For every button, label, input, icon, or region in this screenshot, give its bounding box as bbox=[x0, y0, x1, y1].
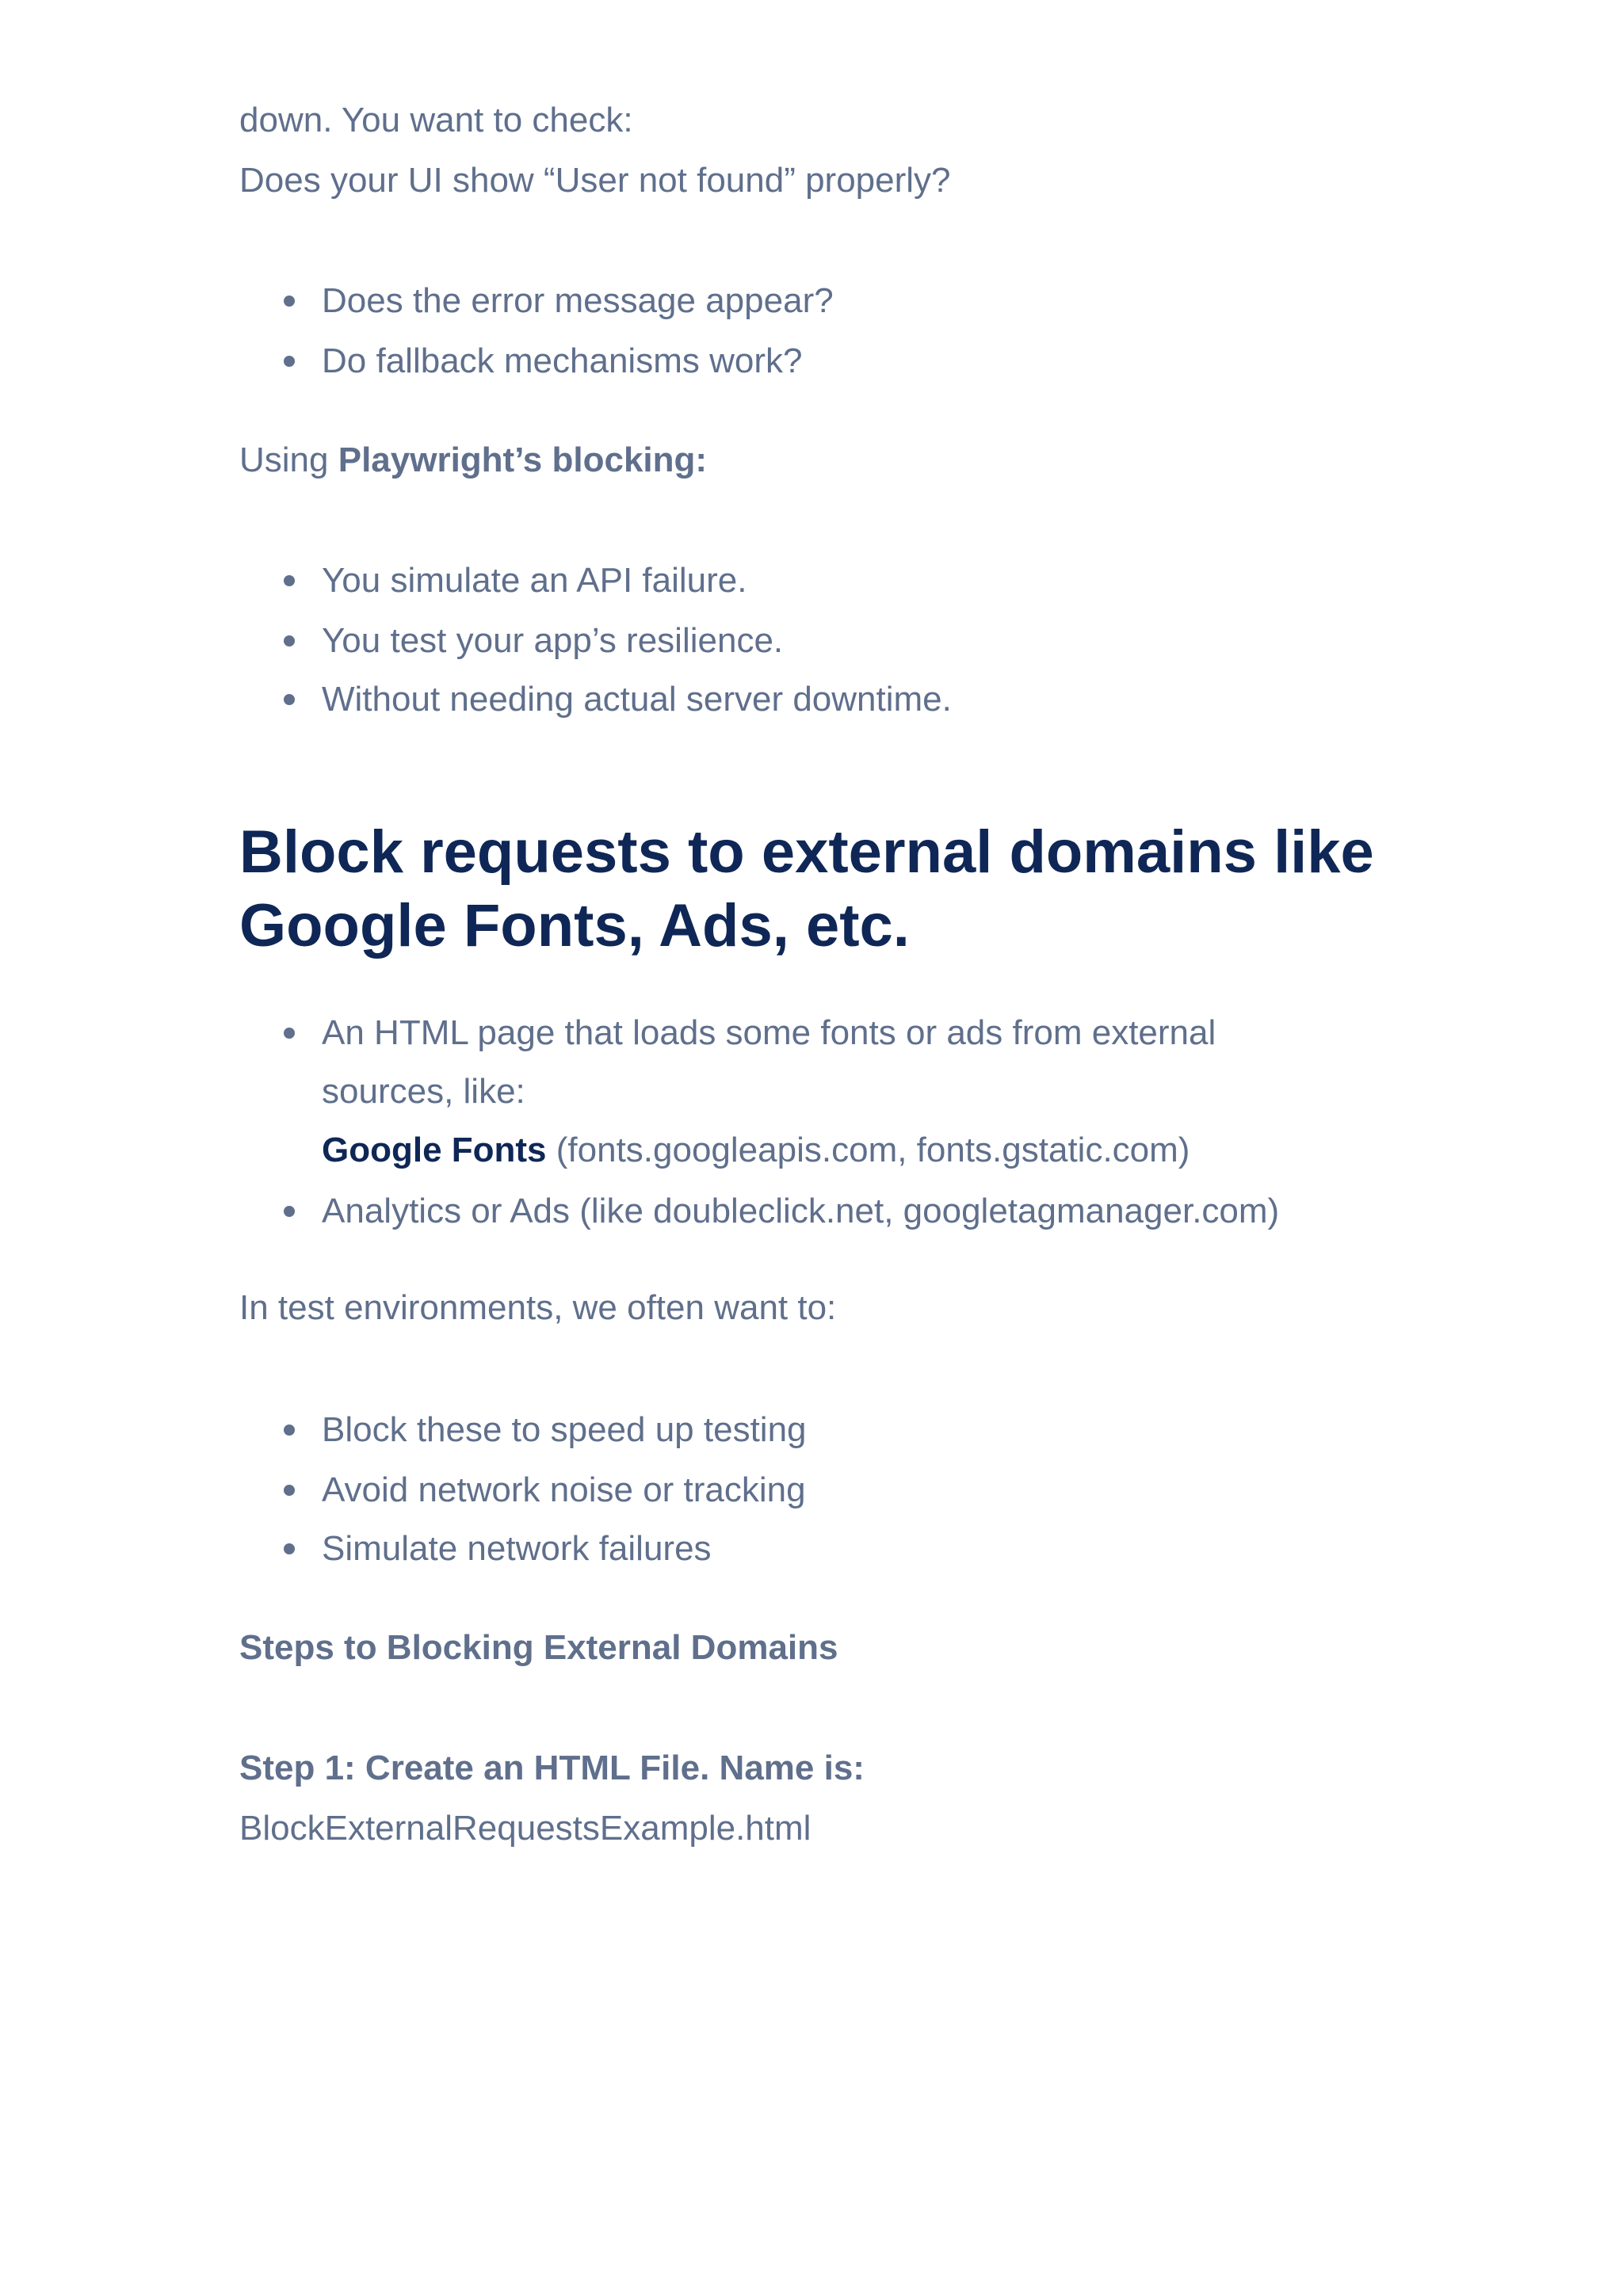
step1-filename: BlockExternalRequestsExample.html bbox=[239, 1809, 812, 1848]
paragraph-text bbox=[239, 430, 707, 490]
list-item-continued: sources, like: bbox=[322, 1072, 525, 1111]
bullet-icon bbox=[284, 1425, 295, 1436]
bullet-icon bbox=[284, 635, 295, 646]
paragraph-text: In test environments, we often want to: bbox=[239, 1288, 837, 1327]
list-item: Does the error message appear? bbox=[322, 281, 834, 320]
section-heading: Block requests to external domains like bbox=[239, 818, 1374, 886]
list-item: Avoid network noise or tracking bbox=[322, 1470, 806, 1509]
paragraph-text: Does your UI show “User not found” properly? bbox=[239, 161, 951, 200]
steps-heading: Steps to Blocking External Domains bbox=[239, 1628, 838, 1667]
google-fonts-bold: Google Fonts bbox=[322, 1131, 547, 1169]
list-item: Simulate network failures bbox=[322, 1529, 712, 1568]
using-prefix: Using bbox=[239, 441, 338, 479]
paragraph-text: down. You want to check: bbox=[239, 101, 633, 139]
bullet-icon bbox=[284, 296, 295, 307]
list-item: Analytics or Ads (like doubleclick.net, googletagmanager.com) bbox=[322, 1192, 1280, 1230]
using-bold: Playwright’s blocking: bbox=[338, 441, 708, 479]
bullet-icon bbox=[284, 1206, 295, 1217]
list-item: Block these to speed up testing bbox=[322, 1410, 807, 1449]
google-fonts-domains: (fonts.googleapis.com, fonts.gstatic.com) bbox=[546, 1131, 1190, 1169]
bullet-icon bbox=[284, 694, 295, 705]
list-item: You simulate an API failure. bbox=[322, 561, 747, 600]
list-item: You test your app’s resilience. bbox=[322, 621, 784, 660]
bullet-icon bbox=[284, 1028, 295, 1039]
list-item: An HTML page that loads some fonts or ads from external bbox=[322, 1013, 1216, 1052]
list-item: Do fallback mechanisms work? bbox=[322, 341, 803, 380]
section-heading: Google Fonts, Ads, etc. bbox=[239, 892, 910, 959]
bullet-icon bbox=[284, 575, 295, 586]
bullet-icon bbox=[284, 1543, 295, 1554]
bullet-icon bbox=[284, 356, 295, 367]
list-item: Without needing actual server downtime. bbox=[322, 680, 952, 719]
bullet-icon bbox=[284, 1485, 295, 1496]
step1-label: Step 1: Create an HTML File. Name is: bbox=[239, 1749, 865, 1787]
list-item-continued bbox=[322, 1120, 1190, 1180]
